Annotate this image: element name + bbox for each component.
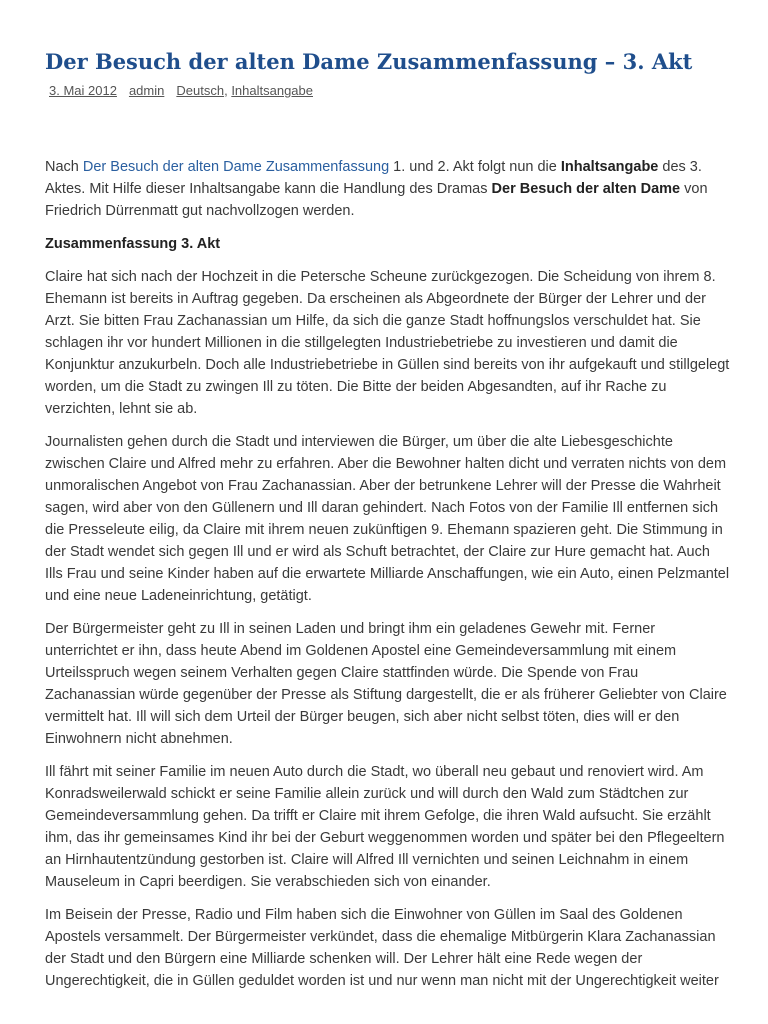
category-link-deutsch[interactable]: Deutsch: [176, 83, 225, 98]
category-link-inhaltsangabe[interactable]: Inhaltsangabe: [231, 83, 313, 98]
intro-text-3: des 3. Aktes. Mit Hilfe dieser Inhaltsangabe kann die Handlung des Dramas: [45, 159, 702, 197]
intro-text-1: Nach: [45, 159, 83, 175]
article: [45, 0, 730, 1003]
post-meta: [45, 83, 730, 99]
intro-bold-title: Der Besuch der alten Dame: [491, 181, 681, 197]
intro-text-2: 1. und 2. Akt folgt nun die: [389, 159, 561, 175]
intro-bold-inhaltsangabe: Inhaltsangabe: [560, 159, 659, 175]
intro-paragraph: [45, 156, 730, 222]
article-title: Der Besuch der alten Dame Zusammenfassung – 3. Akt: [45, 49, 693, 74]
paragraph-4: Ill fährt mit seiner Familie im neuen Auto durch die Stadt, wo überall neu gebaut und renoviert wird. Am Konradsweilerwald schickt er seine Familie allein zurück und will durch den Wald zum Städtchen zur Gemeindeversammlung gehen. Da trifft er Claire mit ihrem Gefolge, die ihren Wald aufsucht. Sie erzählt ihm, das ihr gemeinsames Kind ihr bei der Geburt weggenommen worden und später bei den Pflegeeltern an Hirnhautentzündung gestorben ist. Claire will Alfred Ill vernichten und seinen Leichnahm in einem Mauseleum in Capri beerdigen. Sie verabschieden sich von einander.: [45, 764, 725, 890]
paragraph-2: Journalisten gehen durch die Stadt und interviewen die Bürger, um über die alte Liebesgeschichte zwischen Claire und Alfred mehr zu erfahren. Aber die Bewohner halten dicht und verraten nichts von dem unmoralischen Angebot von Frau Zachanassian. Aber der betrunkene Lehrer will der Presse die Wahrheit sagen, wird aber von den Güllenern und Ill daran gehindert. Nach Fotos von der Familie Ill entfernen sich die Presseleute eilig, da Claire mit ihrem neuen zukünftigen 9. Ehemann spazieren geht. Die Stimmung in der Stadt wendet sich gegen Ill und er wird als Schuft betrachtet, der Claire zur Hure gemacht hat. Auch Ills Frau und seine Kinder haben auf die erwartete Milliarde Anschaffungen, wie ein Auto, einen Pelzmantel und eine neue Ladeneinrichtung, getätigt.: [45, 434, 730, 604]
paragraph-1: Claire hat sich nach der Hochzeit in die Petersche Scheune zurückgezogen. Die Scheidung von ihrem 8. Ehemann ist bereits in Auftrag gegeben. Da erscheinen als Abgeordnete der Bürger der Lehrer und der Arzt. Sie bitten Frau Zachanassian um Hilfe, da sich die ganze Stadt hoffnungslos verschuldet hat. Sie schlagen ihr vor hundert Millionen in die stillgelegten Industriebetriebe zu investieren und damit die Konjunktur anzukurbeln. Doch alle Industriebetriebe in Güllen sind bereits von ihr aufgekauft und stillgelegt worden, um die Stadt zu zwingen Ill zu töten. Die Bitte der beiden Abgesandten, auf ihr Rache zu verzichten, lehnt sie ab.: [45, 269, 730, 417]
post-author-link[interactable]: admin: [128, 83, 165, 98]
post-date-link[interactable]: 3. Mai 2012: [49, 83, 117, 98]
paragraph-5: Im Beisein der Presse, Radio und Film haben sich die Einwohner von Güllen im Saal des Goldenen Apostels versammelt. Der Bürgermeister verkündet, dass die ehemalige Mitbürgerin Klara Zachanassian der Stadt und den Bürgern eine Milliarde schenken will. Der Lehrer hält eine Rede wegen der Ungerechtigkeit, die in Güllen geduldet worden ist und nur wenn man nicht mit der Ungerechtigkeit weiter: [45, 907, 719, 989]
category-separator: ,: [224, 83, 228, 98]
section-heading: Zusammenfassung 3. Akt: [45, 236, 221, 252]
paragraph-3: Der Bürgermeister geht zu Ill in seinen Laden und bringt ihm ein geladenes Gewehr mit. Ferner unterrichtet er ihn, dass heute Abend im Goldenen Apostel eine Gemeindeversammlung mit einem Urteilsspruch wegen seinem Verhalten gegen Claire stattfinden würde. Die Spende von Frau Zachanassian würde gegenüber der Presse als Stiftung dargestellt, die er als früherer Geliebter von Claire vermittelt hat. Ill will sich dem Urteil der Bürger beugen, sich aber nicht selbst töten, dies will er den Einwohnern nicht abnehmen.: [45, 621, 727, 747]
article-content: [45, 156, 730, 992]
summary-acts-1-2-link[interactable]: Der Besuch der alten Dame Zusammenfassung: [82, 159, 390, 175]
intro-text-4: von Friedrich Dürrenmatt gut nachvollzogen werden.: [45, 181, 708, 219]
